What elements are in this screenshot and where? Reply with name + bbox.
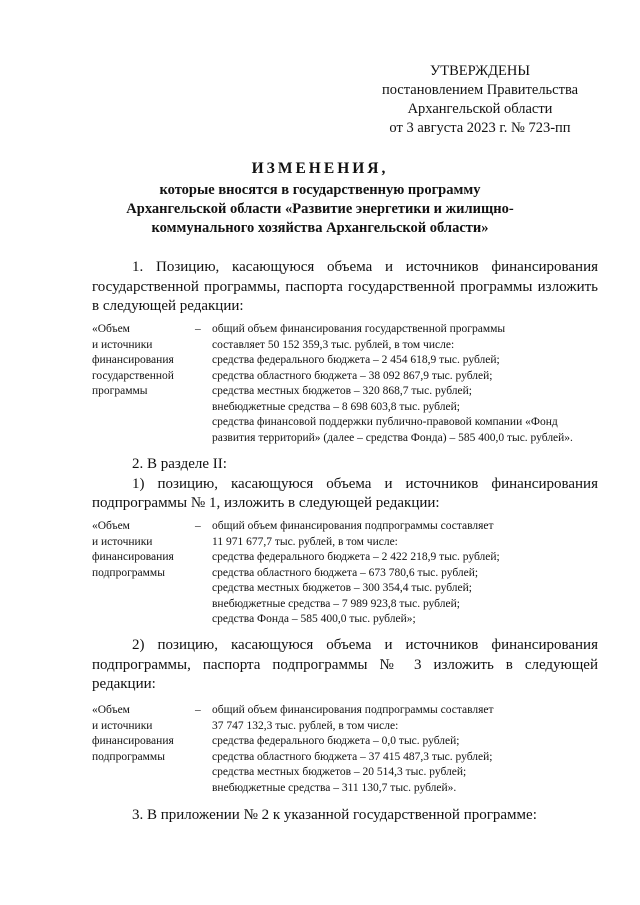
label-line: и источники [92,719,153,732]
funding-label [92,322,192,400]
funding-line: средства федерального бюджета – 2 422 218,9 тыс. рублей; [212,551,500,563]
subtitle-line: которые вносятся в государственную программу [159,182,481,198]
label-line: финансирования [92,354,174,366]
document-title: ИЗМЕНЕНИЯ, [251,160,389,177]
paragraph-line: 2. В разделе II: [132,456,227,472]
funding-line: средства Фонда – 585 400,0 тыс. рублей»; [212,613,416,625]
funding-line: 11 971 677,7 тыс. рублей, в том числе: [212,535,398,548]
label-line: «Объем [92,704,130,716]
label-line: подпрограммы [92,566,165,579]
funding-line: внебюджетные средства – 311 130,7 тыс. рублей». [212,781,457,794]
funding-text [212,322,612,446]
approval-line: УТВЕРЖДЕНЫ [429,63,531,79]
funding-line: средства областного бюджета – 38 092 867,9 тыс. рублей; [212,369,493,382]
funding-line: средства федерального бюджета – 2 454 618,9 тыс. рублей; [212,354,500,366]
approval-stamp [360,62,600,138]
label-dash: – [195,323,201,335]
funding-line: средства местных бюджетов – 300 354,4 тыс. рублей; [212,582,472,594]
paragraph-line: 1. Позицию, касающуюся объема и источников финансирования [132,259,598,275]
funding-line: средства областного бюджета – 673 780,6 тыс. рублей; [212,566,479,579]
funding-line: средства федерального бюджета – 0,0 тыс. рублей; [212,735,460,747]
funding-line: внебюджетные средства – 8 698 603,8 тыс. рублей; [212,400,460,413]
item-1-paragraph [92,258,598,317]
funding-block-subprogram-1 [92,519,612,629]
funding-label [92,519,192,581]
funding-line: общий объем финансирования государственной программы [212,323,506,335]
label-line: «Объем [92,323,130,335]
funding-line: развития территорий» (далее – средства Фонда) – 585 400,0 тыс. рублей». [212,431,573,444]
funding-line: средства областного бюджета – 37 415 487,3 тыс. рублей; [212,750,493,763]
funding-line: общий объем финансирования подпрограммы составляет [212,520,494,532]
label-dash: – [195,520,201,532]
paragraph-line: 2) позицию, касающуюся объема и источников финансирования [132,637,598,653]
label-line: программы [92,385,148,397]
subtitle-line: Архангельской области «Развитие энергетики и жилищно- [126,201,514,217]
label-line: и источники [92,338,153,351]
item-3-paragraph [92,806,598,826]
label-line: финансирования [92,551,174,563]
funding-label [92,703,192,765]
paragraph-line: подпрограммы № 1, изложить в следующей редакции: [92,495,440,511]
approval-line: Архангельской области [407,101,553,117]
funding-block-program [92,322,612,446]
funding-line: средства местных бюджетов – 20 514,3 тыс. рублей; [212,766,467,778]
paragraph-line: 1) позицию, касающуюся объема и источников финансирования [132,475,598,492]
label-line: государственной [92,369,174,382]
label-line: «Объем [92,520,130,532]
funding-line: средства финансовой поддержки публично-правовой компании «Фонд [212,416,558,428]
funding-line: 37 747 132,3 тыс. рублей, в том числе: [212,719,399,732]
funding-line: внебюджетные средства – 7 989 923,8 тыс. рублей; [212,597,460,610]
item-2-paragraph [92,455,598,514]
paragraph-line: подпрограммы, паспорта подпрограммы № 3 изложить в следующей [92,656,598,673]
paragraph-line: редакции: [92,676,156,692]
funding-line: составляет 50 152 359,3 тыс. рублей, в том числе: [212,338,455,351]
label-line: и источники [92,535,153,548]
subtitle-line: коммунального хозяйства Архангельской области» [151,220,489,236]
approval-line: постановлением Правительства [381,82,579,98]
label-dash: – [195,704,201,716]
funding-text [212,519,612,628]
funding-line: общий объем финансирования подпрограммы составляет [212,704,494,716]
funding-line: средства местных бюджетов – 320 868,7 тыс. рублей; [212,385,472,397]
funding-block-subprogram-3 [92,703,612,798]
paragraph-line: государственной программы, паспорта государственной программы изложить [92,278,598,295]
paragraph-line: 3. В приложении № 2 к указанной государственной программе: [132,807,537,823]
label-line: подпрограммы [92,750,165,763]
approval-line: от 3 августа 2023 г. № 723-пп [389,120,571,136]
paragraph-line: в следующей редакции: [92,298,244,314]
document-subtitle [80,181,560,238]
item-2-2-paragraph [92,636,598,695]
funding-text [212,703,612,796]
label-line: финансирования [92,735,174,747]
